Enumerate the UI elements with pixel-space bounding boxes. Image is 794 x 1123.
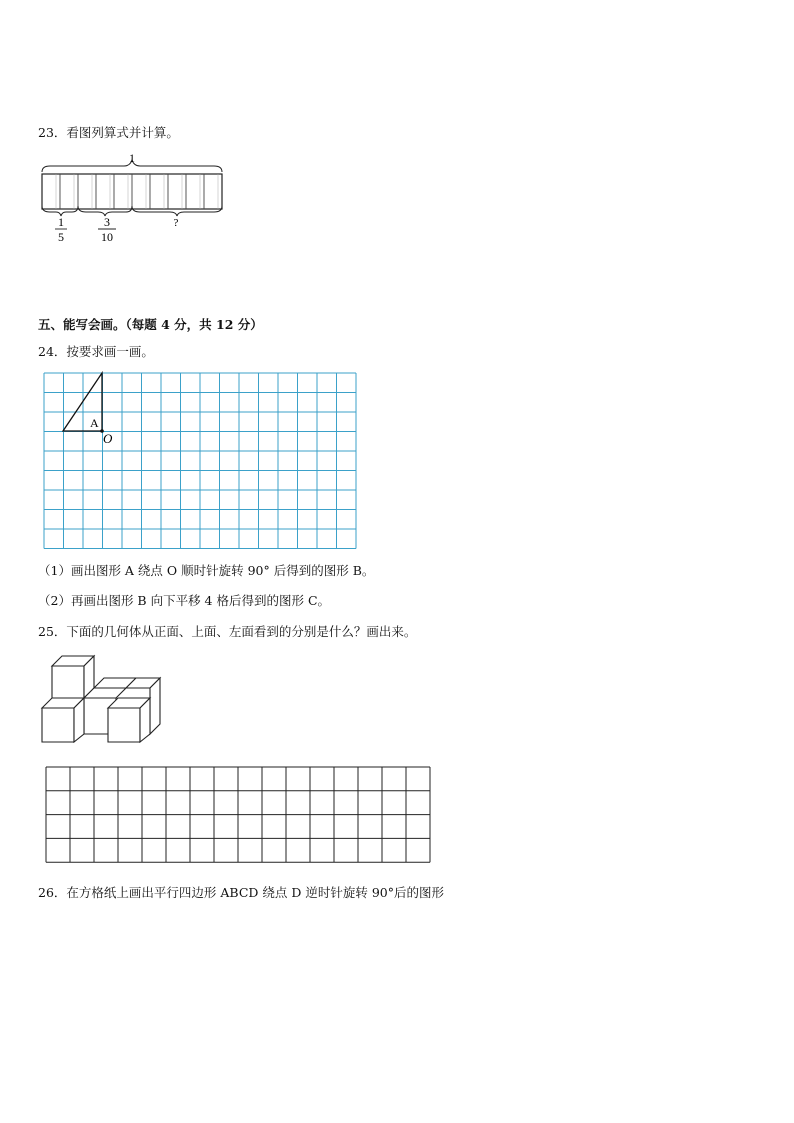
q25-title: 25．下面的几何体从正面、上面、左面看到的分别是什么？画出来。 [38,624,417,639]
total-label: 1 [129,151,135,165]
cube-solid-figure [38,652,168,748]
unknown-label: ? [173,217,179,229]
q24-title: 24．按要求画一画。 [38,344,154,359]
frac2-num: 3 [104,215,110,229]
cube-top-front [52,666,84,698]
q24-instruction-1: （1）画出图形 A 绕点 O 顺时针旋转 90° 后得到的图形 B。 [38,563,375,578]
answer-grid[interactable] [44,766,432,864]
section-heading: 五、能写会画。（每题 4 分，共 12 分） [38,317,263,332]
brace-unknown [132,206,222,216]
cube-front-right-front [108,708,140,742]
frac2-den: 10 [101,230,113,244]
strip-cells [56,174,218,209]
frac1-num: 1 [58,215,64,229]
answer-grid-lines [46,767,430,862]
q24-instruction-2: （2）再画出图形 B 向下平移 4 格后得到的图形 C。 [38,593,331,608]
frac1-den: 5 [58,230,64,244]
blue-grid-paper [40,370,362,552]
label-a: A [90,416,99,430]
label-o: O [103,431,113,446]
q26-title: 26．在方格纸上画出平行四边形 ABCD 绕点 D 逆时针旋转 90°后的图形 [38,885,444,900]
cube-back-right-side [150,678,160,734]
q23-title: 23．看图列算式并计算。 [38,125,179,140]
blue-grid-lines [44,373,356,549]
cube-front-left-front [42,708,74,742]
fraction-strip-diagram [36,150,236,250]
